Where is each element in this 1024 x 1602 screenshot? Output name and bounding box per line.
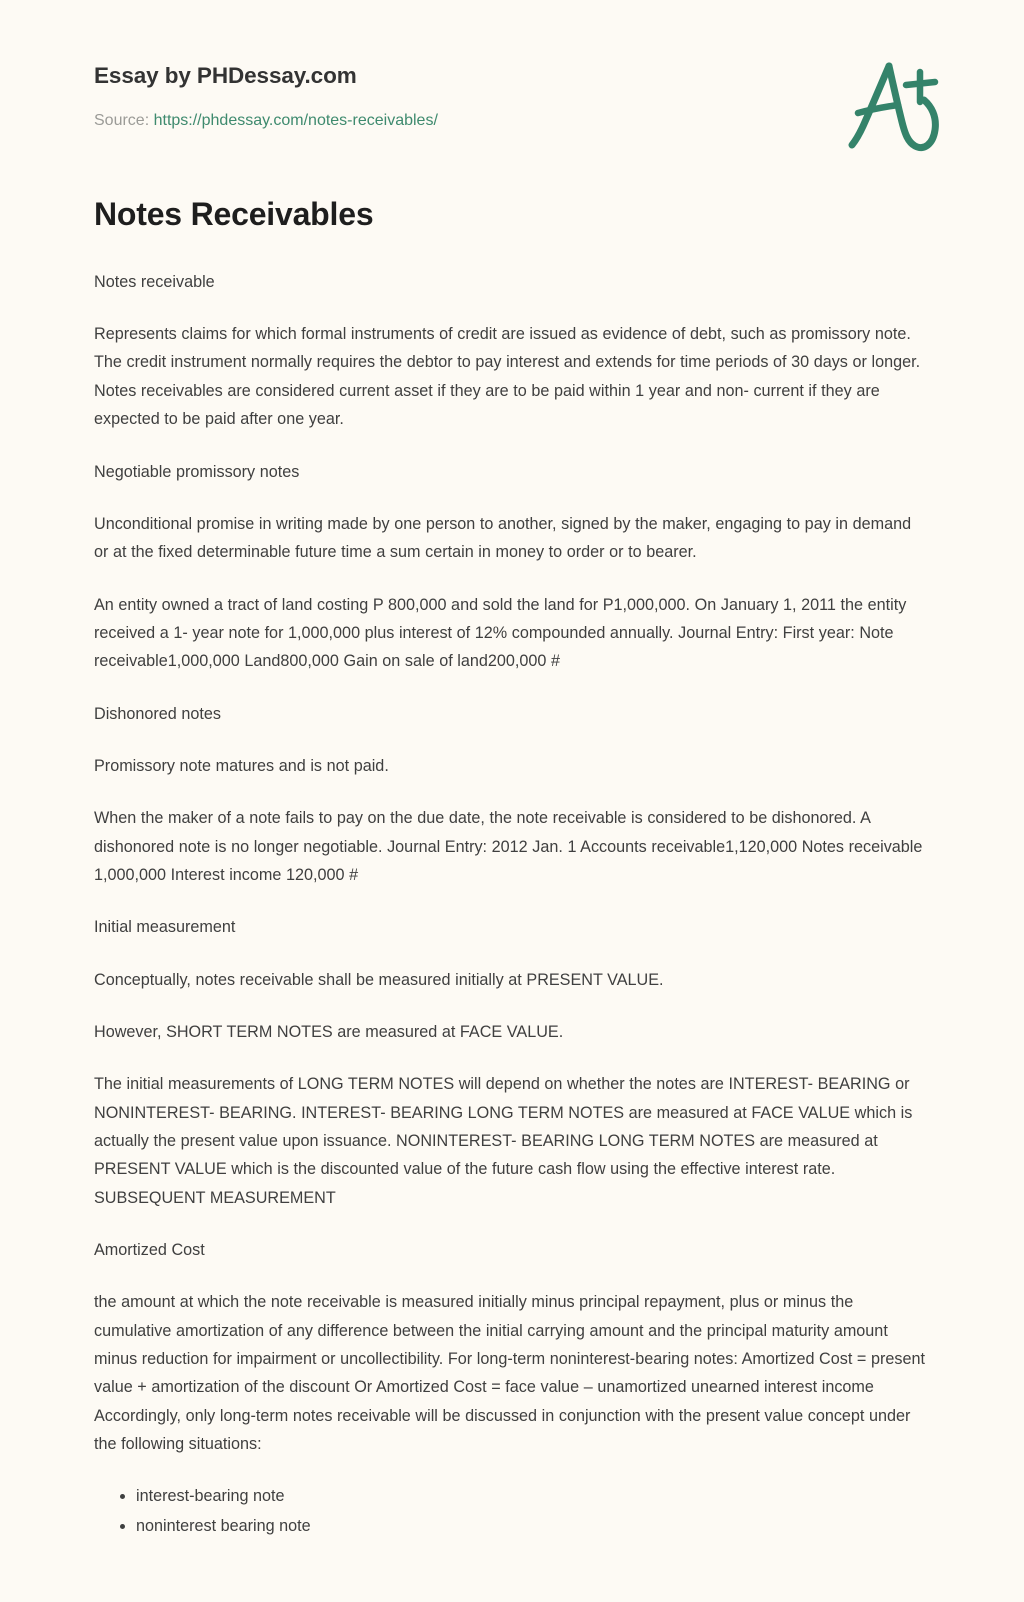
body-paragraph: The initial measurements of LONG TERM NOTES will depend on whether the notes are INTEREST- BEARING or NONINTEREST- BEARING. INTEREST- BEARING LONG TERM NOTES are measured at FACE VALUE which is actually the present value upon issuance. NONINTEREST- BEARING LONG TERM NOTES are measured at PRESENT VALUE which is the discounted value of the future cash flow using the effective interest rate. SUBSEQUENT MEASUREMENT xyxy=(94,1075,913,1207)
page-title: Notes Receivables xyxy=(94,195,374,232)
body-paragraph: Unconditional promise in writing made by one person to another, signed by the maker, engaging to pay in demand or at the fixed determinable future time a sum certain in money to order or to bearer. xyxy=(94,514,912,562)
section-heading: Negotiable promissory notes xyxy=(94,462,300,481)
document-body xyxy=(0,234,1024,1602)
section-heading: Notes receivable xyxy=(94,272,215,291)
brand-title: Essay by PHDessay.com xyxy=(94,63,357,88)
body-paragraph: Conceptually, notes receivable shall be measured initially at PRESENT VALUE. xyxy=(94,970,664,989)
source-label: Source: xyxy=(94,112,150,129)
body-paragraph: When the maker of a note fails to pay on the due date, the note receivable is considered to be dishonored. A dishonored note is no longer negotiable. Journal Entry: 2012 Jan. 1 Accounts receivable1,120,000 Notes receivable 1,000,000 Interest income 120,000 # xyxy=(94,809,923,884)
list-item: • noninterest bearing note xyxy=(136,1512,930,1542)
source-line xyxy=(94,111,930,132)
body-paragraph: Promissory note matures and is not paid. xyxy=(94,756,389,775)
body-paragraph: An entity owned a tract of land costing P 800,000 and sold the land for P1,000,000. On January 1, 2011 the entity received a 1- year note for 1,000,000 plus interest of 12% compounded annually. Journal Entry: First year: Note receivable1,000,000 Land800,000 Gain on sale of land200,000 # xyxy=(94,595,907,671)
section-heading: Dishonored notes xyxy=(94,704,221,723)
list-item: • interest-bearing note xyxy=(136,1482,930,1512)
body-paragraph: the amount at which the note receivable is measured initially minus principal repayment, plus or minus the cumulative amortization of any difference between the initial carrying amount and the principal maturity amount minus reduction for impairment or uncollectibility. For long-term noninterest-bearing notes: Amortized Cost = present value + amortization of the discount Or Amortized Cost = face value – unamortized unearned interest income Accordingly, only long-term notes receivable will be discussed in conjunction with the present value concept under the following situations: xyxy=(94,1293,925,1454)
content-blocks xyxy=(94,268,930,1459)
body-paragraph: Represents claims for which formal instruments of credit are issued as evidence of debt, such as promissory note. The credit instrument normally requires the debtor to pay interest and extends for time periods of 30 days or longer. Notes receivables are considered current asset if they are to be paid within 1 year and non- current if they are expected to be paid after one year. xyxy=(94,325,921,429)
source-url-link[interactable]: https://phdessay.com/notes-receivables/ xyxy=(153,112,438,129)
situations-bullet-list xyxy=(94,1482,930,1542)
body-paragraph: However, SHORT TERM NOTES are measured at FACE VALUE. xyxy=(94,1022,564,1041)
document-header xyxy=(0,0,1024,132)
section-heading: Initial measurement xyxy=(94,918,236,937)
section-heading: Amortized Cost xyxy=(94,1241,205,1260)
